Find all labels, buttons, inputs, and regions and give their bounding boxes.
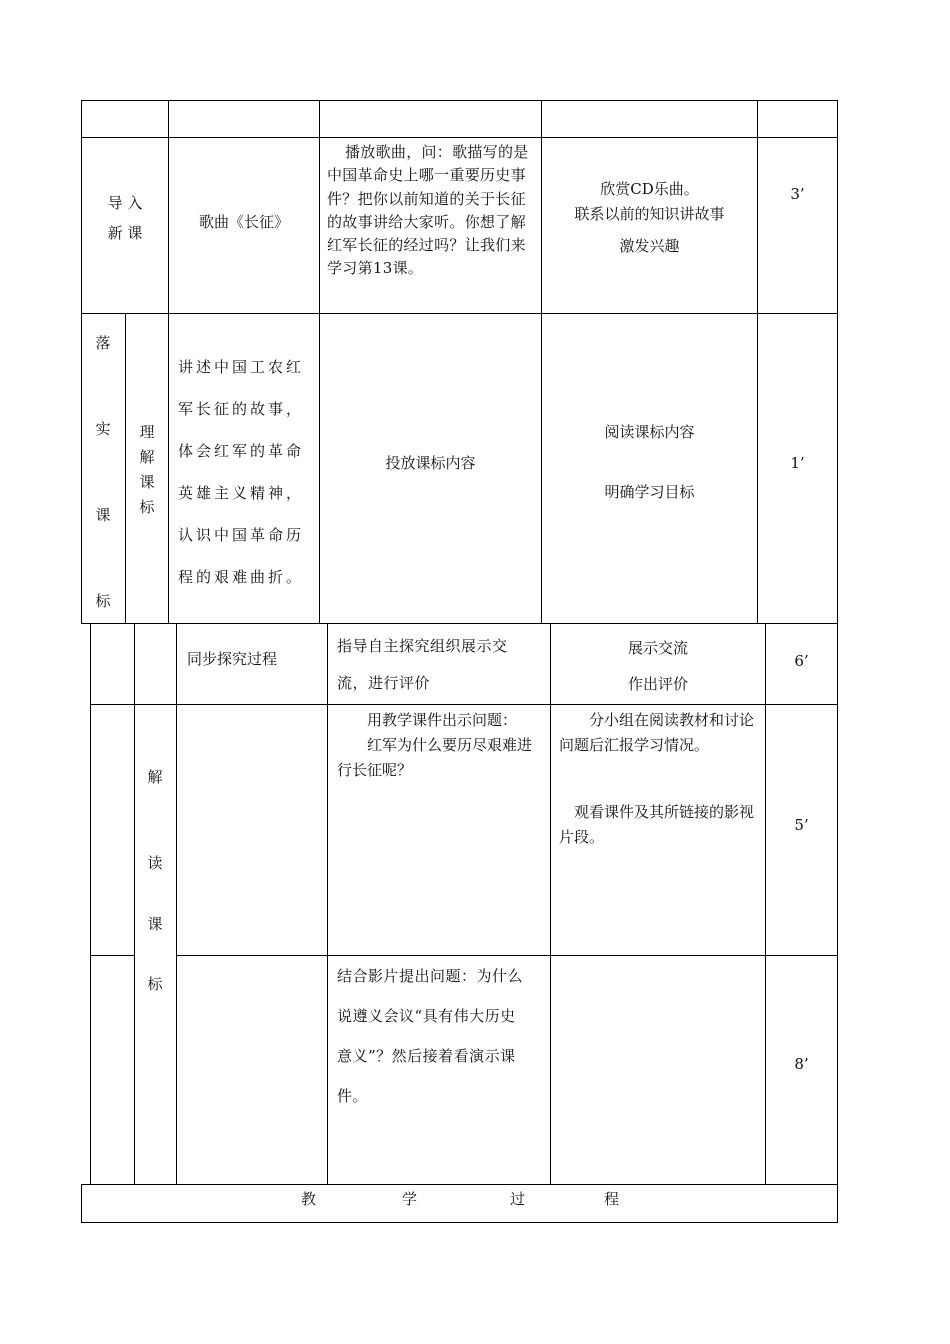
rule: [81, 623, 838, 624]
intro-section-line: 新 课: [107, 224, 143, 242]
rule: [837, 1184, 838, 1223]
interpret-row1-teacher: [337, 628, 549, 702]
interpret-row2-student-line: 观看课件及其所链接的影视片段。: [559, 803, 755, 846]
interpret-row3-teacher-line: 说遵义会议“具有伟大历史: [337, 1007, 516, 1025]
interpret-row2-student: [559, 708, 759, 850]
rule: [134, 624, 135, 1184]
rule: [81, 100, 838, 101]
intro-student-line: 联系以前的知识讲故事: [574, 205, 725, 223]
interpret-row2-teacher-line: 红军为什么要历尽艰难进行长征呢？: [337, 736, 533, 779]
standard-content: 讲述中国工农红军长征的故事，体会红军的革命英雄主义精神，认识中国革命历程的艰难曲折。: [178, 358, 305, 586]
rule: [176, 624, 177, 1184]
intro-student-line: 欣赏CD乐曲。: [600, 180, 699, 198]
rule: [81, 1222, 838, 1223]
standard-section-char: 课: [95, 506, 111, 524]
intro-teacher-activity: 播放歌曲，问：歌描写的是中国革命史上哪一重要历史事件？把你以前知道的关于长征的故事讲给大家听。你想了解红军长征的经过吗？让我们来学习第13课。: [327, 143, 529, 278]
interpret-subsection-char: 标: [147, 975, 163, 993]
interpret-subsection-char: 课: [147, 915, 163, 933]
standard-subsection-char: 课: [139, 473, 155, 491]
rule: [125, 313, 126, 624]
rule: [327, 624, 328, 1184]
standard-student-activity: [542, 421, 757, 505]
interpret-row3-teacher-line: 结合影片提出问题：为什么: [337, 967, 524, 985]
standard-section-char: 标: [95, 592, 111, 610]
intro-section-line: 导 入: [107, 194, 143, 212]
standard-section-char: 实: [95, 420, 111, 438]
footer-char: 教: [301, 1190, 317, 1208]
standard-teacher-activity: 投放课标内容: [385, 454, 476, 472]
footer-char: 过: [510, 1190, 526, 1208]
rule: [90, 955, 134, 956]
rule: [176, 704, 838, 705]
interpret-row1-teacher-line: 指导自主探究组织展示交: [337, 637, 508, 655]
interpret-subsection-char: 解: [147, 768, 163, 786]
interpret-row1-student-line: 展示交流: [627, 639, 688, 657]
interpret-row1-student-line: 作出评价: [627, 675, 688, 693]
footer-char: 程: [604, 1190, 620, 1208]
rule: [81, 1184, 838, 1185]
intro-student-line: 激发兴趣: [619, 237, 680, 255]
standard-subsection-char: 理: [139, 423, 155, 441]
standard-time: 1’: [790, 454, 805, 472]
intro-student-activity: [542, 177, 757, 259]
interpret-row1-student: [551, 630, 765, 702]
interpret-row1-time: 6’: [794, 652, 809, 670]
interpret-row2-student-line: 分小组在阅读教材和讨论问题后汇报学习情况。: [559, 711, 755, 754]
standard-student-line: 阅读课标内容: [604, 423, 695, 441]
rule: [81, 100, 82, 624]
standard-subsection-char: 标: [139, 498, 155, 516]
interpret-row3-teacher-line: 件。: [337, 1087, 369, 1105]
rule: [81, 137, 838, 138]
rule: [765, 624, 766, 1184]
rule: [90, 704, 176, 705]
interpret-row3-teacher: [337, 956, 549, 1116]
intro-content: 歌曲《长征》: [198, 213, 289, 231]
interpret-row3-teacher-line: 意义”？然后接着看演示课: [337, 1047, 516, 1065]
rule: [757, 100, 758, 624]
standard-section-char: 落: [95, 334, 111, 352]
interpret-row2-time: 5’: [794, 816, 809, 834]
footer-char: 学: [402, 1190, 418, 1208]
rule: [81, 1184, 82, 1223]
intro-section-label: [82, 188, 168, 248]
interpret-row2-teacher-line: 用教学课件出示问题：: [337, 711, 518, 729]
interpret-subsection-char: 读: [147, 854, 163, 872]
rule: [550, 624, 551, 1184]
rule: [168, 100, 169, 624]
rule: [319, 100, 320, 624]
rule: [90, 624, 91, 1184]
rule: [837, 100, 838, 624]
intro-time: 3’: [790, 185, 805, 203]
interpret-row1-content: 同步探究过程: [187, 650, 278, 668]
rule: [81, 313, 838, 314]
interpret-row3-time: 8’: [794, 1055, 809, 1073]
standard-subsection-char: 解: [139, 448, 155, 466]
standard-student-line: 明确学习目标: [604, 483, 695, 502]
interpret-row2-teacher: [337, 708, 545, 783]
rule: [837, 624, 838, 1184]
interpret-row1-teacher-line: 流，进行评价: [337, 674, 431, 692]
